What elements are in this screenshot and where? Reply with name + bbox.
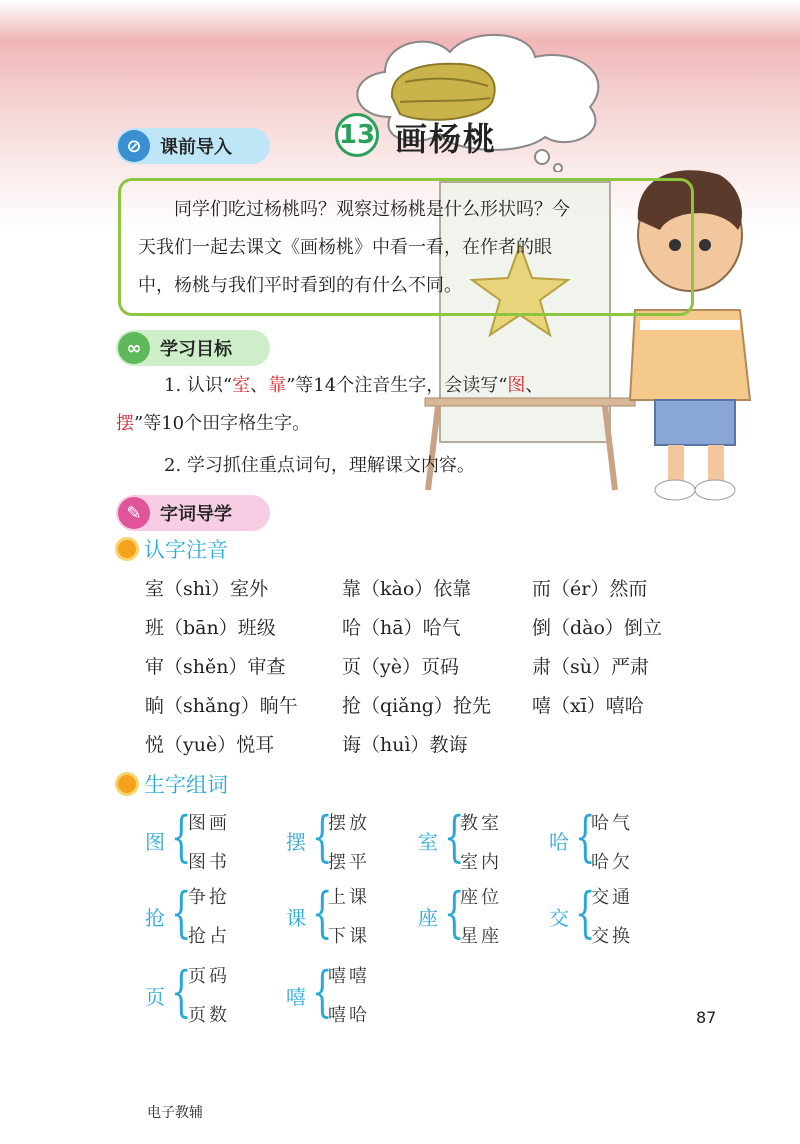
pinyin-item: 诲（huì）教诲 <box>342 734 468 756</box>
word-group-word: 教室 <box>460 813 502 834</box>
pinyin-item: 晌（shǎng）晌午 <box>145 695 298 717</box>
word-group-word: 室内 <box>460 852 502 873</box>
section-preview-header <box>116 128 270 164</box>
intro-text <box>138 191 684 305</box>
word-group-char: 页 <box>145 985 165 1009</box>
brace: { <box>311 960 333 1023</box>
lesson-number: 13 <box>335 113 379 157</box>
word-group-word: 交换 <box>591 926 633 947</box>
goal-1-char-kao: 靠 <box>268 375 287 396</box>
section-goals-label: 学习目标 <box>160 339 232 360</box>
word-group-word: 图书 <box>188 852 230 873</box>
brace: { <box>170 881 192 944</box>
pinyin-item: 室（shì）室外 <box>145 578 269 600</box>
compass-icon: ⊘ <box>118 130 150 162</box>
pinyin-item: 班（bān）班级 <box>145 617 276 639</box>
pinyin-subheading <box>118 534 228 564</box>
section-preview-label: 课前导入 <box>160 137 232 158</box>
intro-line-2: 天我们一起去课文《画杨桃》中看一看，在作者的眼 <box>138 237 552 258</box>
word-group-word: 摆平 <box>328 852 370 873</box>
pinyin-item: 悦（yuè）悦耳 <box>145 734 275 756</box>
goal-1-text-e: ”等14个注音生字，会读写“ <box>286 375 508 396</box>
goal-1-text-g: 、 <box>525 375 544 396</box>
pinyin-item: 肃（sù）严肃 <box>532 656 649 678</box>
word-group-word: 争抢 <box>188 887 230 908</box>
goal-1-char-bai: 摆 <box>116 413 134 434</box>
words-subheading <box>118 769 228 799</box>
pinyin-item: 抢（qiǎng）抢先 <box>342 695 491 717</box>
goal-2: 2. 学习抓住重点词句，理解课文内容。 <box>164 455 475 476</box>
pinyin-item: 靠（kào）依靠 <box>342 578 472 600</box>
word-group-char: 摆 <box>286 830 306 854</box>
goal-1-text-i: ”等10个田字格生字。 <box>134 413 311 434</box>
sun-icon <box>118 775 136 793</box>
footer-label: 电子教辅 <box>147 1105 203 1121</box>
word-group-char: 交 <box>549 906 569 930</box>
word-group-word: 页数 <box>188 1005 230 1026</box>
brace: { <box>574 805 596 868</box>
section-goals-header <box>116 330 270 366</box>
section-guide-label: 字词导学 <box>160 504 232 525</box>
page-number: 87 <box>696 1008 717 1027</box>
pencil-icon: ✎ <box>118 497 150 529</box>
word-group-char: 哈 <box>549 830 569 854</box>
pinyin-item: 哈（hā）哈气 <box>342 617 461 639</box>
word-group-word: 哈欠 <box>591 852 633 873</box>
goal-1-text-c: 、 <box>250 375 269 396</box>
goal-1 <box>116 367 698 443</box>
pinyin-item: 审（shěn）审查 <box>145 656 286 678</box>
word-group-char: 嘻 <box>286 985 306 1009</box>
brace: { <box>170 960 192 1023</box>
brace: { <box>443 805 465 868</box>
brace: { <box>443 881 465 944</box>
words-subheading-label: 生字组词 <box>144 773 228 797</box>
word-group-word: 页码 <box>188 966 230 987</box>
word-group-char: 室 <box>418 830 438 854</box>
intro-line-1: 同学们吃过杨桃吗？观察过杨桃是什么形状吗？今 <box>174 199 570 220</box>
pinyin-subheading-label: 认字注音 <box>144 538 228 562</box>
pinyin-item: 嘻（xī）嘻哈 <box>532 695 644 717</box>
brace: { <box>170 805 192 868</box>
brace: { <box>574 881 596 944</box>
intro-line-3: 中，杨桃与我们平时看到的有什么不同。 <box>138 275 462 296</box>
starfruit-icon <box>392 64 495 120</box>
brace: { <box>311 805 333 868</box>
section-guide-header <box>116 495 270 531</box>
word-group-char: 图 <box>145 830 165 854</box>
goal-1-char-shi: 室 <box>232 375 251 396</box>
pinyin-item: 倒（dào）倒立 <box>532 617 662 639</box>
word-group-word: 下课 <box>328 926 370 947</box>
sun-icon <box>118 540 136 558</box>
brace: { <box>311 881 333 944</box>
word-group-word: 上课 <box>328 887 370 908</box>
word-group-word: 图画 <box>188 813 230 834</box>
glasses-icon: ∞ <box>118 332 150 364</box>
word-group-word: 交通 <box>591 887 633 908</box>
word-group-char: 课 <box>286 906 306 930</box>
word-group-word: 哈气 <box>591 813 633 834</box>
goal-1-char-tu: 图 <box>507 375 526 396</box>
word-group-word: 嘻嘻 <box>328 966 370 987</box>
goal-1-text-a: 1. 认识“ <box>164 375 233 396</box>
word-group-word: 抢占 <box>188 926 230 947</box>
pinyin-item: 而（ér）然而 <box>532 578 648 600</box>
word-group-char: 座 <box>418 906 438 930</box>
word-group-char: 抢 <box>145 906 165 930</box>
word-group-word: 摆放 <box>328 813 370 834</box>
word-group-word: 嘻哈 <box>328 1005 370 1026</box>
lesson-title: 画杨桃 <box>395 120 498 158</box>
word-group-word: 星座 <box>460 926 502 947</box>
word-group-word: 座位 <box>460 887 502 908</box>
pinyin-item: 页（yè）页码 <box>342 656 459 678</box>
